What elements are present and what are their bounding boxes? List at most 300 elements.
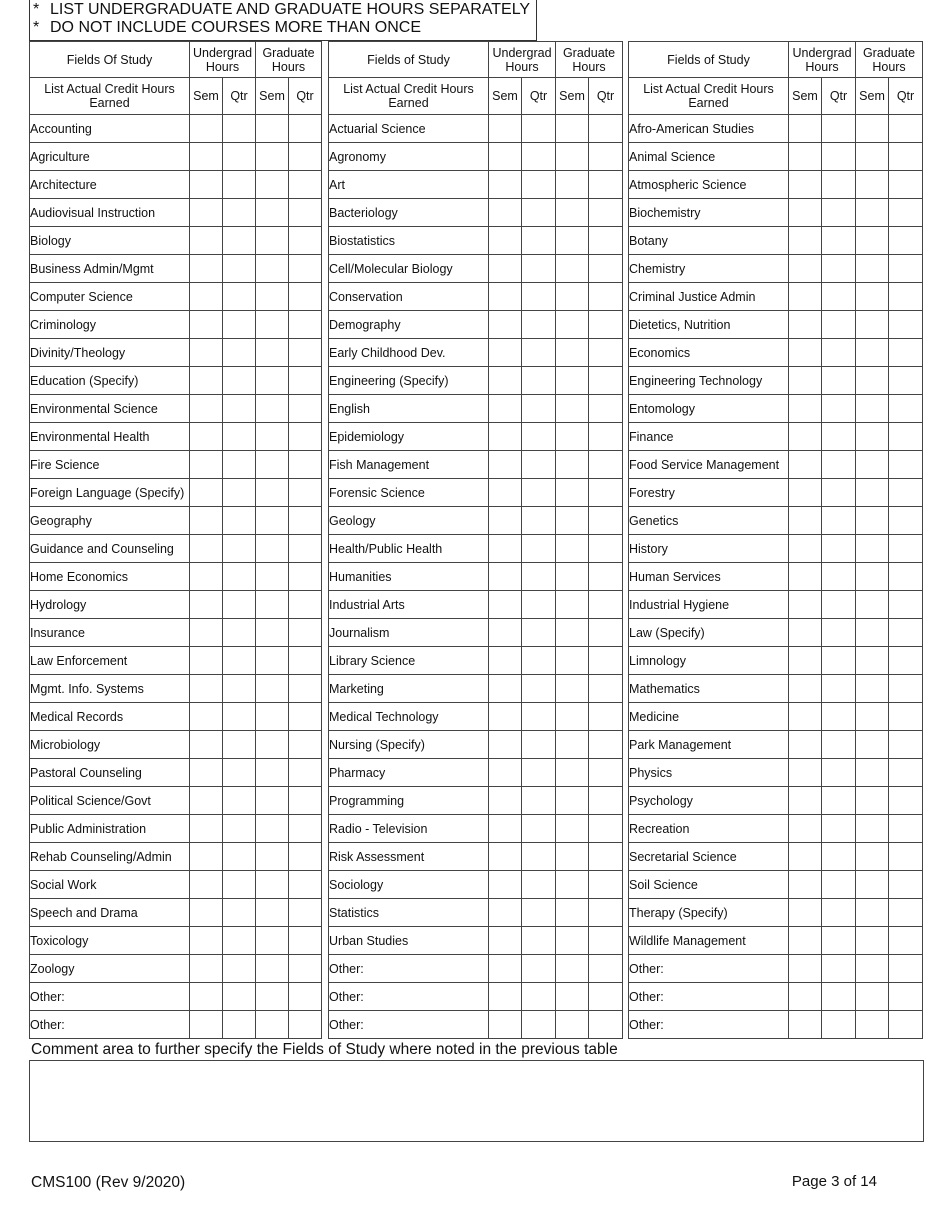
graduate-sem-cell[interactable] xyxy=(256,143,289,171)
undergrad-qtr-cell[interactable] xyxy=(223,283,256,311)
graduate-sem-cell[interactable] xyxy=(556,871,589,899)
undergrad-qtr-cell[interactable] xyxy=(522,115,556,143)
graduate-qtr-cell[interactable] xyxy=(589,787,623,815)
undergrad-sem-cell[interactable] xyxy=(190,871,223,899)
graduate-sem-cell[interactable] xyxy=(856,703,889,731)
undergrad-sem-cell[interactable] xyxy=(489,395,522,423)
undergrad-sem-cell[interactable] xyxy=(789,927,822,955)
undergrad-qtr-cell[interactable] xyxy=(522,143,556,171)
undergrad-qtr-cell[interactable] xyxy=(822,647,856,675)
graduate-sem-cell[interactable] xyxy=(856,395,889,423)
graduate-qtr-cell[interactable] xyxy=(589,1011,623,1039)
undergrad-sem-cell[interactable] xyxy=(489,619,522,647)
undergrad-qtr-cell[interactable] xyxy=(223,395,256,423)
undergrad-sem-cell[interactable] xyxy=(789,255,822,283)
undergrad-qtr-cell[interactable] xyxy=(223,563,256,591)
undergrad-sem-cell[interactable] xyxy=(190,899,223,927)
graduate-qtr-cell[interactable] xyxy=(589,759,623,787)
undergrad-sem-cell[interactable] xyxy=(789,787,822,815)
graduate-sem-cell[interactable] xyxy=(856,1011,889,1039)
undergrad-sem-cell[interactable] xyxy=(789,647,822,675)
undergrad-qtr-cell[interactable] xyxy=(223,731,256,759)
graduate-qtr-cell[interactable] xyxy=(589,339,623,367)
undergrad-qtr-cell[interactable] xyxy=(822,479,856,507)
undergrad-sem-cell[interactable] xyxy=(789,171,822,199)
graduate-sem-cell[interactable] xyxy=(556,843,589,871)
undergrad-qtr-cell[interactable] xyxy=(223,927,256,955)
graduate-sem-cell[interactable] xyxy=(556,479,589,507)
undergrad-sem-cell[interactable] xyxy=(489,171,522,199)
undergrad-qtr-cell[interactable] xyxy=(822,843,856,871)
undergrad-qtr-cell[interactable] xyxy=(223,871,256,899)
undergrad-qtr-cell[interactable] xyxy=(822,367,856,395)
undergrad-sem-cell[interactable] xyxy=(789,227,822,255)
undergrad-sem-cell[interactable] xyxy=(789,703,822,731)
graduate-qtr-cell[interactable] xyxy=(589,815,623,843)
undergrad-qtr-cell[interactable] xyxy=(822,591,856,619)
undergrad-sem-cell[interactable] xyxy=(190,199,223,227)
undergrad-sem-cell[interactable] xyxy=(489,115,522,143)
graduate-qtr-cell[interactable] xyxy=(589,703,623,731)
undergrad-sem-cell[interactable] xyxy=(190,339,223,367)
undergrad-qtr-cell[interactable] xyxy=(223,815,256,843)
graduate-qtr-cell[interactable] xyxy=(889,563,923,591)
graduate-qtr-cell[interactable] xyxy=(589,255,623,283)
graduate-qtr-cell[interactable] xyxy=(589,731,623,759)
graduate-sem-cell[interactable] xyxy=(856,899,889,927)
graduate-sem-cell[interactable] xyxy=(856,787,889,815)
graduate-sem-cell[interactable] xyxy=(256,339,289,367)
graduate-qtr-cell[interactable] xyxy=(289,535,322,563)
undergrad-qtr-cell[interactable] xyxy=(522,983,556,1011)
graduate-sem-cell[interactable] xyxy=(256,703,289,731)
graduate-qtr-cell[interactable] xyxy=(589,955,623,983)
undergrad-sem-cell[interactable] xyxy=(190,815,223,843)
graduate-qtr-cell[interactable] xyxy=(889,115,923,143)
graduate-sem-cell[interactable] xyxy=(556,759,589,787)
graduate-qtr-cell[interactable] xyxy=(889,955,923,983)
graduate-sem-cell[interactable] xyxy=(256,563,289,591)
undergrad-qtr-cell[interactable] xyxy=(822,619,856,647)
graduate-qtr-cell[interactable] xyxy=(589,143,623,171)
graduate-qtr-cell[interactable] xyxy=(289,115,322,143)
graduate-qtr-cell[interactable] xyxy=(589,171,623,199)
graduate-qtr-cell[interactable] xyxy=(289,591,322,619)
undergrad-qtr-cell[interactable] xyxy=(822,1011,856,1039)
graduate-sem-cell[interactable] xyxy=(856,507,889,535)
graduate-sem-cell[interactable] xyxy=(556,563,589,591)
undergrad-sem-cell[interactable] xyxy=(489,255,522,283)
undergrad-qtr-cell[interactable] xyxy=(223,619,256,647)
graduate-sem-cell[interactable] xyxy=(556,647,589,675)
graduate-qtr-cell[interactable] xyxy=(589,927,623,955)
undergrad-qtr-cell[interactable] xyxy=(522,227,556,255)
undergrad-sem-cell[interactable] xyxy=(190,143,223,171)
graduate-qtr-cell[interactable] xyxy=(289,675,322,703)
graduate-qtr-cell[interactable] xyxy=(589,479,623,507)
graduate-sem-cell[interactable] xyxy=(556,815,589,843)
undergrad-qtr-cell[interactable] xyxy=(522,367,556,395)
graduate-qtr-cell[interactable] xyxy=(589,675,623,703)
graduate-sem-cell[interactable] xyxy=(256,871,289,899)
undergrad-sem-cell[interactable] xyxy=(190,115,223,143)
undergrad-sem-cell[interactable] xyxy=(489,927,522,955)
graduate-qtr-cell[interactable] xyxy=(589,283,623,311)
graduate-qtr-cell[interactable] xyxy=(589,983,623,1011)
graduate-qtr-cell[interactable] xyxy=(289,619,322,647)
undergrad-qtr-cell[interactable] xyxy=(522,955,556,983)
graduate-sem-cell[interactable] xyxy=(856,731,889,759)
graduate-sem-cell[interactable] xyxy=(256,955,289,983)
graduate-sem-cell[interactable] xyxy=(256,591,289,619)
undergrad-qtr-cell[interactable] xyxy=(522,255,556,283)
graduate-sem-cell[interactable] xyxy=(856,423,889,451)
undergrad-qtr-cell[interactable] xyxy=(522,479,556,507)
undergrad-qtr-cell[interactable] xyxy=(822,871,856,899)
graduate-qtr-cell[interactable] xyxy=(289,927,322,955)
undergrad-sem-cell[interactable] xyxy=(190,171,223,199)
graduate-sem-cell[interactable] xyxy=(856,451,889,479)
undergrad-qtr-cell[interactable] xyxy=(223,955,256,983)
undergrad-sem-cell[interactable] xyxy=(489,535,522,563)
undergrad-qtr-cell[interactable] xyxy=(522,759,556,787)
undergrad-sem-cell[interactable] xyxy=(190,591,223,619)
undergrad-sem-cell[interactable] xyxy=(489,563,522,591)
undergrad-sem-cell[interactable] xyxy=(489,787,522,815)
undergrad-sem-cell[interactable] xyxy=(190,703,223,731)
graduate-qtr-cell[interactable] xyxy=(889,759,923,787)
undergrad-sem-cell[interactable] xyxy=(190,675,223,703)
undergrad-sem-cell[interactable] xyxy=(489,283,522,311)
undergrad-qtr-cell[interactable] xyxy=(822,255,856,283)
graduate-qtr-cell[interactable] xyxy=(889,423,923,451)
undergrad-qtr-cell[interactable] xyxy=(822,759,856,787)
undergrad-qtr-cell[interactable] xyxy=(223,199,256,227)
graduate-sem-cell[interactable] xyxy=(256,423,289,451)
undergrad-qtr-cell[interactable] xyxy=(522,563,556,591)
graduate-sem-cell[interactable] xyxy=(556,451,589,479)
undergrad-qtr-cell[interactable] xyxy=(223,535,256,563)
graduate-qtr-cell[interactable] xyxy=(589,423,623,451)
undergrad-qtr-cell[interactable] xyxy=(822,787,856,815)
graduate-qtr-cell[interactable] xyxy=(289,703,322,731)
undergrad-sem-cell[interactable] xyxy=(190,927,223,955)
graduate-sem-cell[interactable] xyxy=(556,199,589,227)
undergrad-qtr-cell[interactable] xyxy=(223,451,256,479)
graduate-qtr-cell[interactable] xyxy=(889,395,923,423)
undergrad-sem-cell[interactable] xyxy=(489,451,522,479)
undergrad-qtr-cell[interactable] xyxy=(522,171,556,199)
graduate-sem-cell[interactable] xyxy=(556,731,589,759)
undergrad-sem-cell[interactable] xyxy=(190,787,223,815)
undergrad-sem-cell[interactable] xyxy=(190,759,223,787)
graduate-qtr-cell[interactable] xyxy=(889,591,923,619)
graduate-qtr-cell[interactable] xyxy=(289,395,322,423)
graduate-sem-cell[interactable] xyxy=(556,311,589,339)
undergrad-sem-cell[interactable] xyxy=(489,227,522,255)
undergrad-sem-cell[interactable] xyxy=(489,199,522,227)
undergrad-qtr-cell[interactable] xyxy=(223,339,256,367)
graduate-sem-cell[interactable] xyxy=(556,227,589,255)
undergrad-sem-cell[interactable] xyxy=(190,983,223,1011)
undergrad-sem-cell[interactable] xyxy=(489,815,522,843)
undergrad-qtr-cell[interactable] xyxy=(522,675,556,703)
graduate-sem-cell[interactable] xyxy=(556,507,589,535)
graduate-qtr-cell[interactable] xyxy=(589,115,623,143)
undergrad-qtr-cell[interactable] xyxy=(822,815,856,843)
undergrad-qtr-cell[interactable] xyxy=(223,759,256,787)
graduate-qtr-cell[interactable] xyxy=(889,815,923,843)
graduate-sem-cell[interactable] xyxy=(556,255,589,283)
graduate-qtr-cell[interactable] xyxy=(289,227,322,255)
graduate-qtr-cell[interactable] xyxy=(889,787,923,815)
graduate-qtr-cell[interactable] xyxy=(589,647,623,675)
graduate-sem-cell[interactable] xyxy=(856,675,889,703)
graduate-qtr-cell[interactable] xyxy=(889,871,923,899)
graduate-qtr-cell[interactable] xyxy=(289,759,322,787)
graduate-sem-cell[interactable] xyxy=(856,843,889,871)
undergrad-qtr-cell[interactable] xyxy=(822,199,856,227)
graduate-qtr-cell[interactable] xyxy=(889,283,923,311)
undergrad-qtr-cell[interactable] xyxy=(223,843,256,871)
graduate-qtr-cell[interactable] xyxy=(589,451,623,479)
undergrad-sem-cell[interactable] xyxy=(789,563,822,591)
graduate-sem-cell[interactable] xyxy=(556,115,589,143)
graduate-sem-cell[interactable] xyxy=(256,395,289,423)
undergrad-qtr-cell[interactable] xyxy=(822,899,856,927)
graduate-sem-cell[interactable] xyxy=(856,143,889,171)
undergrad-qtr-cell[interactable] xyxy=(223,899,256,927)
undergrad-qtr-cell[interactable] xyxy=(822,115,856,143)
graduate-sem-cell[interactable] xyxy=(856,647,889,675)
undergrad-sem-cell[interactable] xyxy=(789,507,822,535)
undergrad-sem-cell[interactable] xyxy=(789,451,822,479)
undergrad-qtr-cell[interactable] xyxy=(522,507,556,535)
undergrad-qtr-cell[interactable] xyxy=(822,507,856,535)
undergrad-sem-cell[interactable] xyxy=(489,983,522,1011)
undergrad-sem-cell[interactable] xyxy=(789,983,822,1011)
graduate-sem-cell[interactable] xyxy=(856,535,889,563)
undergrad-sem-cell[interactable] xyxy=(789,339,822,367)
undergrad-qtr-cell[interactable] xyxy=(223,115,256,143)
undergrad-qtr-cell[interactable] xyxy=(522,283,556,311)
undergrad-qtr-cell[interactable] xyxy=(522,619,556,647)
graduate-sem-cell[interactable] xyxy=(256,675,289,703)
undergrad-qtr-cell[interactable] xyxy=(522,815,556,843)
graduate-sem-cell[interactable] xyxy=(256,759,289,787)
graduate-sem-cell[interactable] xyxy=(856,955,889,983)
undergrad-qtr-cell[interactable] xyxy=(223,423,256,451)
graduate-qtr-cell[interactable] xyxy=(289,479,322,507)
graduate-qtr-cell[interactable] xyxy=(589,899,623,927)
undergrad-sem-cell[interactable] xyxy=(789,423,822,451)
undergrad-sem-cell[interactable] xyxy=(190,955,223,983)
undergrad-qtr-cell[interactable] xyxy=(522,843,556,871)
graduate-sem-cell[interactable] xyxy=(856,591,889,619)
graduate-qtr-cell[interactable] xyxy=(289,199,322,227)
undergrad-sem-cell[interactable] xyxy=(190,451,223,479)
undergrad-qtr-cell[interactable] xyxy=(822,955,856,983)
undergrad-qtr-cell[interactable] xyxy=(522,339,556,367)
graduate-sem-cell[interactable] xyxy=(256,815,289,843)
undergrad-qtr-cell[interactable] xyxy=(223,367,256,395)
undergrad-sem-cell[interactable] xyxy=(489,143,522,171)
undergrad-qtr-cell[interactable] xyxy=(822,171,856,199)
graduate-qtr-cell[interactable] xyxy=(889,143,923,171)
undergrad-sem-cell[interactable] xyxy=(190,507,223,535)
graduate-sem-cell[interactable] xyxy=(256,283,289,311)
graduate-sem-cell[interactable] xyxy=(856,759,889,787)
undergrad-qtr-cell[interactable] xyxy=(822,451,856,479)
undergrad-qtr-cell[interactable] xyxy=(522,591,556,619)
graduate-qtr-cell[interactable] xyxy=(889,507,923,535)
undergrad-qtr-cell[interactable] xyxy=(522,1011,556,1039)
graduate-qtr-cell[interactable] xyxy=(289,871,322,899)
undergrad-sem-cell[interactable] xyxy=(489,339,522,367)
undergrad-qtr-cell[interactable] xyxy=(822,227,856,255)
graduate-sem-cell[interactable] xyxy=(256,115,289,143)
graduate-qtr-cell[interactable] xyxy=(289,143,322,171)
undergrad-qtr-cell[interactable] xyxy=(522,731,556,759)
graduate-qtr-cell[interactable] xyxy=(589,199,623,227)
graduate-sem-cell[interactable] xyxy=(856,563,889,591)
undergrad-sem-cell[interactable] xyxy=(190,395,223,423)
undergrad-sem-cell[interactable] xyxy=(190,479,223,507)
graduate-qtr-cell[interactable] xyxy=(889,675,923,703)
undergrad-sem-cell[interactable] xyxy=(789,143,822,171)
graduate-sem-cell[interactable] xyxy=(856,479,889,507)
graduate-qtr-cell[interactable] xyxy=(289,647,322,675)
undergrad-qtr-cell[interactable] xyxy=(822,535,856,563)
graduate-qtr-cell[interactable] xyxy=(889,227,923,255)
undergrad-sem-cell[interactable] xyxy=(190,843,223,871)
graduate-qtr-cell[interactable] xyxy=(589,563,623,591)
undergrad-qtr-cell[interactable] xyxy=(522,927,556,955)
graduate-sem-cell[interactable] xyxy=(256,1011,289,1039)
undergrad-sem-cell[interactable] xyxy=(489,647,522,675)
graduate-sem-cell[interactable] xyxy=(856,255,889,283)
undergrad-sem-cell[interactable] xyxy=(789,815,822,843)
undergrad-qtr-cell[interactable] xyxy=(522,899,556,927)
undergrad-sem-cell[interactable] xyxy=(489,955,522,983)
graduate-qtr-cell[interactable] xyxy=(289,283,322,311)
undergrad-sem-cell[interactable] xyxy=(190,283,223,311)
undergrad-sem-cell[interactable] xyxy=(489,507,522,535)
graduate-qtr-cell[interactable] xyxy=(289,451,322,479)
undergrad-sem-cell[interactable] xyxy=(789,311,822,339)
comment-area[interactable] xyxy=(29,1060,924,1142)
graduate-qtr-cell[interactable] xyxy=(289,255,322,283)
undergrad-qtr-cell[interactable] xyxy=(522,871,556,899)
graduate-qtr-cell[interactable] xyxy=(889,451,923,479)
undergrad-sem-cell[interactable] xyxy=(489,731,522,759)
undergrad-qtr-cell[interactable] xyxy=(522,451,556,479)
graduate-sem-cell[interactable] xyxy=(256,535,289,563)
graduate-qtr-cell[interactable] xyxy=(289,731,322,759)
graduate-qtr-cell[interactable] xyxy=(889,255,923,283)
graduate-qtr-cell[interactable] xyxy=(589,871,623,899)
undergrad-qtr-cell[interactable] xyxy=(522,395,556,423)
graduate-sem-cell[interactable] xyxy=(256,619,289,647)
graduate-qtr-cell[interactable] xyxy=(889,199,923,227)
graduate-qtr-cell[interactable] xyxy=(289,171,322,199)
undergrad-qtr-cell[interactable] xyxy=(822,423,856,451)
undergrad-qtr-cell[interactable] xyxy=(223,983,256,1011)
graduate-sem-cell[interactable] xyxy=(556,787,589,815)
graduate-qtr-cell[interactable] xyxy=(289,339,322,367)
undergrad-sem-cell[interactable] xyxy=(489,479,522,507)
undergrad-qtr-cell[interactable] xyxy=(522,703,556,731)
undergrad-qtr-cell[interactable] xyxy=(822,983,856,1011)
graduate-qtr-cell[interactable] xyxy=(889,731,923,759)
undergrad-qtr-cell[interactable] xyxy=(822,395,856,423)
undergrad-sem-cell[interactable] xyxy=(190,619,223,647)
undergrad-sem-cell[interactable] xyxy=(190,367,223,395)
graduate-sem-cell[interactable] xyxy=(556,619,589,647)
undergrad-qtr-cell[interactable] xyxy=(522,787,556,815)
graduate-sem-cell[interactable] xyxy=(556,395,589,423)
undergrad-qtr-cell[interactable] xyxy=(822,703,856,731)
graduate-sem-cell[interactable] xyxy=(556,171,589,199)
undergrad-qtr-cell[interactable] xyxy=(223,787,256,815)
undergrad-qtr-cell[interactable] xyxy=(822,283,856,311)
graduate-sem-cell[interactable] xyxy=(856,983,889,1011)
graduate-qtr-cell[interactable] xyxy=(889,703,923,731)
graduate-sem-cell[interactable] xyxy=(856,619,889,647)
undergrad-sem-cell[interactable] xyxy=(489,759,522,787)
undergrad-sem-cell[interactable] xyxy=(789,955,822,983)
undergrad-qtr-cell[interactable] xyxy=(223,171,256,199)
graduate-qtr-cell[interactable] xyxy=(289,563,322,591)
graduate-sem-cell[interactable] xyxy=(256,647,289,675)
graduate-qtr-cell[interactable] xyxy=(289,983,322,1011)
graduate-sem-cell[interactable] xyxy=(256,843,289,871)
undergrad-sem-cell[interactable] xyxy=(789,731,822,759)
graduate-sem-cell[interactable] xyxy=(256,311,289,339)
undergrad-sem-cell[interactable] xyxy=(489,899,522,927)
undergrad-sem-cell[interactable] xyxy=(789,843,822,871)
undergrad-qtr-cell[interactable] xyxy=(223,675,256,703)
graduate-sem-cell[interactable] xyxy=(556,983,589,1011)
undergrad-qtr-cell[interactable] xyxy=(522,423,556,451)
graduate-sem-cell[interactable] xyxy=(256,171,289,199)
graduate-qtr-cell[interactable] xyxy=(889,899,923,927)
undergrad-qtr-cell[interactable] xyxy=(522,647,556,675)
graduate-sem-cell[interactable] xyxy=(556,675,589,703)
undergrad-qtr-cell[interactable] xyxy=(223,143,256,171)
undergrad-sem-cell[interactable] xyxy=(190,311,223,339)
graduate-sem-cell[interactable] xyxy=(256,367,289,395)
graduate-qtr-cell[interactable] xyxy=(589,591,623,619)
undergrad-sem-cell[interactable] xyxy=(789,395,822,423)
undergrad-qtr-cell[interactable] xyxy=(223,507,256,535)
graduate-qtr-cell[interactable] xyxy=(589,619,623,647)
graduate-sem-cell[interactable] xyxy=(856,283,889,311)
undergrad-sem-cell[interactable] xyxy=(789,115,822,143)
undergrad-qtr-cell[interactable] xyxy=(223,311,256,339)
graduate-qtr-cell[interactable] xyxy=(289,899,322,927)
undergrad-qtr-cell[interactable] xyxy=(223,255,256,283)
graduate-sem-cell[interactable] xyxy=(556,927,589,955)
graduate-sem-cell[interactable] xyxy=(256,983,289,1011)
graduate-qtr-cell[interactable] xyxy=(289,955,322,983)
undergrad-sem-cell[interactable] xyxy=(489,703,522,731)
undergrad-sem-cell[interactable] xyxy=(190,227,223,255)
undergrad-qtr-cell[interactable] xyxy=(223,479,256,507)
undergrad-sem-cell[interactable] xyxy=(789,367,822,395)
graduate-qtr-cell[interactable] xyxy=(589,507,623,535)
graduate-qtr-cell[interactable] xyxy=(589,311,623,339)
